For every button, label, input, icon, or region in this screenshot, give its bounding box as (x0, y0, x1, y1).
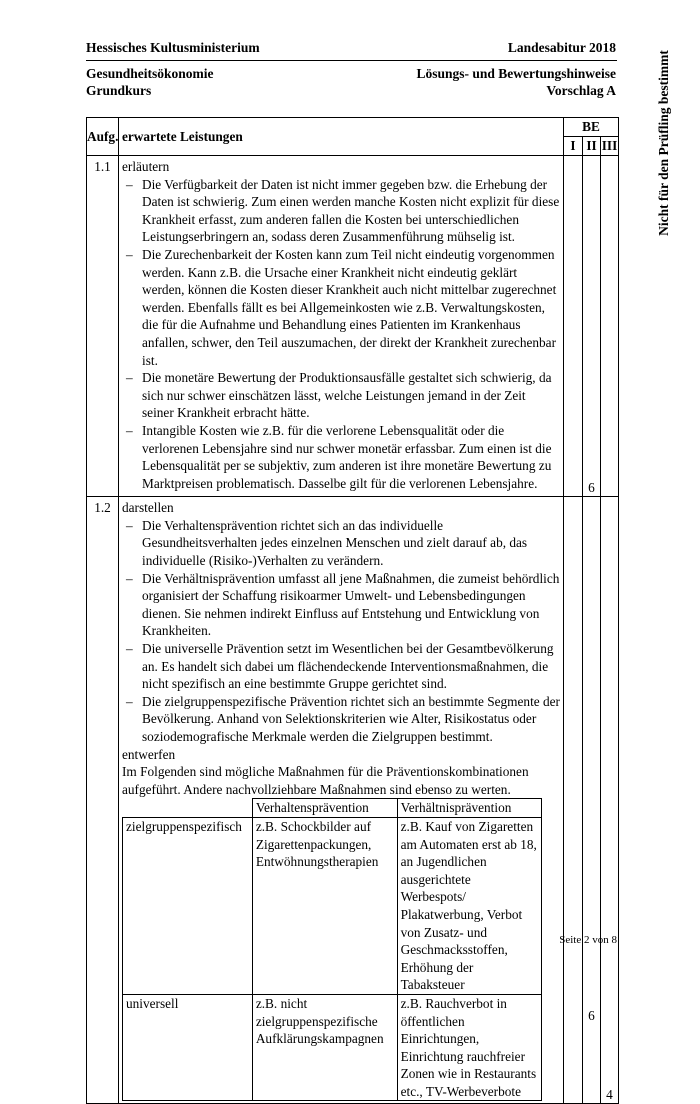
list-item: – Die zielgruppenspezifische Prävention richtet sich an bestimmte Segmente der Bevölkerung. Anhand von Selektionskriterien wie Alter, Risikostatus oder soziodemografische Merkmale werden die Zielgruppen bestimmt. (122, 693, 560, 746)
list-item: – Die Zurechenbarkeit der Kosten kann zum Teil nicht eindeutig vorgenommen werden. Kann z.B. die Ursache einer Krankheit nicht eindeutig geklärt werden, können die Kosten dieser Krankheit auch nicht mittelbar zugerechnet werden. Ebenfalls fällt es bei Allgemeinkosten wie z.B. Verwaltungskosten, die für die Aufnahme und Behandlung eines Patienten im Krankenhaus anfallen, schwer, den Teil auszumachen, der direkt der Krankheit zurechenbar ist. (122, 246, 560, 369)
operator: erläutern (122, 159, 170, 174)
solution-table (86, 117, 619, 1104)
task-content (119, 156, 564, 497)
exam-title: Landesabitur 2018 (507, 40, 616, 55)
header-divider (86, 60, 617, 61)
subject-name: Gesundheitsökonomie (86, 66, 214, 81)
task-column-header: Aufg. (87, 118, 119, 156)
side-note (644, 35, 684, 250)
page-footer: Seite 2 von 8 (559, 934, 617, 946)
task-row-1-2 (87, 497, 619, 1104)
grid-row-label: universell (123, 994, 253, 1101)
be-header: BE (564, 118, 619, 137)
be-I-cell (564, 497, 583, 1104)
prevention-grid (122, 798, 542, 1101)
list-item: – Die monetäre Bewertung der Produktionsausfälle gestaltet sich schwierig, da sich nur schwer einschätzen lässt, welche Leistungen jemand in der Zeit seiner Krankheit erbracht hätte. (122, 369, 560, 422)
expected-column-header: erwartete Leistungen (119, 118, 564, 156)
list-item: – Die universelle Prävention setzt im Wesentlichen bei der Gesamtbevölkerung an. Es handelt sich dabei um flächendeckende Interventionsmaßnahmen, die nicht spezifisch an eine bestimmte Gruppe gerichtet sind. (122, 640, 560, 693)
proposal-label: Vorschlag A (546, 83, 616, 98)
side-note-text: Nicht für den Prüfling bestimmt (656, 49, 671, 236)
task-number: 1.2 (87, 497, 119, 1104)
list-item: – Die Verhältnisprävention umfasst all jene Maßnahmen, die zumeist behördlich organisiert der Schaffung risikoarmer Umwelt- und Lebensbedingungen dienen. Sie nehmen indirekt Einfluss auf Entstehung und Entwicklung von Krankheiten. (122, 570, 560, 640)
table-header-row (87, 118, 619, 137)
be-I-cell (564, 156, 583, 497)
course-name: Grundkurs (86, 83, 152, 98)
grid-col-header: Verhaltensprävention (252, 799, 397, 818)
hints-title: Lösungs- und Bewertungshinweise (416, 66, 616, 81)
grid-corner (123, 799, 253, 818)
task-content (119, 497, 564, 1104)
list-item: – Die Verfügbarkeit der Daten ist nicht immer gegeben bzw. die Erhebung der Daten ist schwierig. Zum einen werden manche Kosten nicht explizit für diese Krankheit erfasst, zum anderen fallen die Kosten bei unterschiedlichen Leistungserbringern an, sodass deren Zusammenführung mühselig ist. (122, 176, 560, 246)
grid-cell: z.B. nicht zielgruppenspezifische Aufklärungskampagnen (252, 994, 397, 1101)
answer-list (122, 517, 560, 746)
operator: darstellen (122, 500, 174, 516)
grid-row (123, 817, 542, 994)
list-item: – Die Verhaltensprävention richtet sich an das individuelle Gesundheitsverhalten jedes einzelnen Menschen und zielt darauf ab, das individuelle (Risiko-)Verhalten zu verändern. (122, 517, 560, 570)
grid-cell: z.B. Kauf von Zigaretten am Automaten erst ab 18, an Jugendlichen ausgerichtete Werbespots/ Plakatwerbung, Verbot von Zusatz- und Geschmacksstoffen, Erhöhung der Tabaksteuer (397, 817, 541, 994)
level-III-header: III (601, 137, 619, 156)
grid-header-row (123, 799, 542, 818)
be-III-cell: 4 (601, 497, 619, 1104)
grid-row-label: zielgruppenspezifisch (123, 817, 253, 994)
level-II-header: II (583, 137, 601, 156)
level-I-header: I (564, 137, 583, 156)
grid-row (123, 994, 542, 1101)
grid-cell: z.B. Schockbilder auf Zigarettenpackungen, Entwöhnungstherapien (252, 817, 397, 994)
grid-cell: z.B. Rauchverbot in öffentlichen Einrichtungen, Einrichtung rauchfreier Zonen wie in Restaurants etc., TV-Werbeverbote (397, 994, 541, 1101)
task-number: 1.1 (87, 156, 119, 497)
be-II-cell: 6 (583, 497, 601, 1104)
task-row-1-1 (87, 156, 619, 497)
ministry-name: Hessisches Kultusministerium (86, 40, 260, 55)
intro-text: Im Folgenden sind mögliche Maßnahmen für die Präventionskombinationen aufgeführt. Andere nachvollziehbare Maßnahmen sind ebenso zu werten. (122, 764, 529, 797)
be-III-cell (601, 156, 619, 497)
be-II-cell: 6 (583, 156, 601, 497)
list-item: – Intangible Kosten wie z.B. für die verlorene Lebensqualität oder die verlorenen Lebensjahre sind nur schwer monetär erfassbar. Zum einen ist die Lebensqualität per se subjektiv, zum anderen ist ihre monetäre Bewertung zu Marktpreisen problematisch. Dasselbe gilt für die verlorenen Lebensjahre. (122, 422, 560, 492)
grid-col-header: Verhältnisprävention (397, 799, 541, 818)
answer-list (122, 176, 560, 493)
operator-2: entwerfen (122, 746, 176, 762)
